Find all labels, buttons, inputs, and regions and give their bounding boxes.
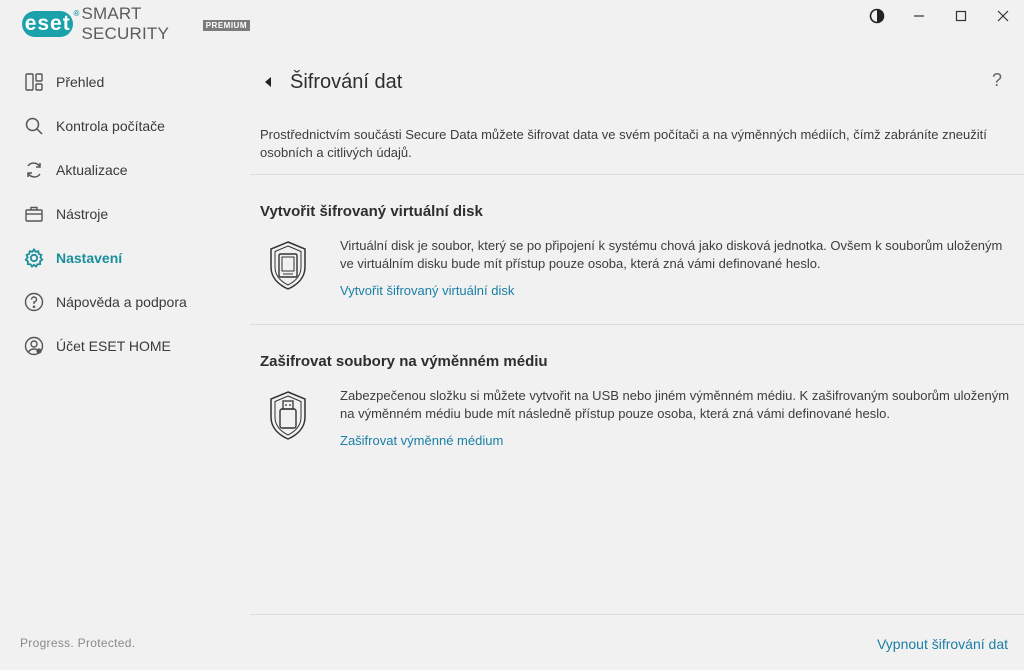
search-icon [23, 115, 45, 137]
sidebar-item-label: Nápověda a podpora [56, 294, 187, 310]
shield-disk-icon [268, 240, 308, 290]
sidebar-item-update[interactable] [0, 148, 250, 192]
section-title-virtual-disk: Vytvořit šifrovaný virtuální disk [260, 203, 483, 220]
sidebar-nav [0, 60, 250, 368]
section-description-removable-media: Zabezpečenou složku si můžete vytvořit na USB nebo jiném výměnném médiu. K zašifrovaným souborům uloženým na výměnném médiu bude mít následně přístup pouze osoba, která zná vámi definované heslo. [340, 388, 1010, 421]
divider [250, 174, 1024, 175]
sidebar-item-label: Přehled [56, 74, 105, 90]
sidebar-item-help-support[interactable] [0, 280, 250, 324]
logo-registered-mark: ® [73, 9, 81, 18]
briefcase-icon [23, 203, 45, 225]
overview-icon [23, 71, 45, 93]
page-title: Šifrování dat [290, 70, 403, 93]
encrypt-removable-media-link[interactable]: Zašifrovat výměnné médium [340, 433, 504, 448]
sidebar-item-eset-home-account[interactable] [0, 324, 250, 368]
eset-logo [22, 9, 81, 37]
sidebar-item-label: Kontrola počítače [56, 118, 165, 134]
edition-badge: PREMIUM [203, 20, 250, 31]
divider [250, 614, 1024, 615]
sidebar-item-label: Nástroje [56, 206, 109, 222]
sidebar-item-overview[interactable] [0, 60, 250, 104]
logo-text: eset [24, 12, 71, 35]
help-button[interactable]: ? [991, 70, 1002, 90]
gear-icon [23, 247, 45, 269]
create-virtual-disk-link[interactable]: Vytvořit šifrovaný virtuální disk [340, 283, 515, 298]
shield-usb-icon [268, 390, 308, 440]
section-description-virtual-disk: Virtuální disk je soubor, který se po připojení k systému chová jako disková jednotka. Ovšem k souborům uloženým ve virtuálním disku bude mít přístup pouze osoba, která zná vámi definované heslo. [340, 238, 1003, 271]
divider [250, 324, 1024, 325]
main-panel [250, 0, 1024, 670]
sidebar [0, 0, 250, 670]
sidebar-item-label: Aktualizace [56, 162, 128, 178]
help-circle-icon [23, 291, 45, 313]
refresh-icon [23, 159, 45, 181]
sidebar-item-label: Účet ESET HOME [56, 338, 171, 354]
account-icon [23, 335, 45, 357]
intro-text: Prostřednictvím součásti Secure Data můžete šifrovat data ve svém počítači a na výměnných médiích, čímž zabráníte zneužití osobních a citlivých údajů. [260, 127, 987, 160]
sidebar-item-computer-scan[interactable] [0, 104, 250, 148]
brand [22, 4, 250, 43]
sidebar-item-label: Nastavení [56, 250, 123, 266]
sidebar-item-tools[interactable] [0, 192, 250, 236]
section-title-removable-media: Zašifrovat soubory na výměnném médiu [260, 353, 548, 370]
page-header [250, 64, 1024, 100]
sidebar-item-settings[interactable] [0, 236, 250, 280]
back-arrow-icon [263, 76, 273, 88]
back-button[interactable] [263, 75, 277, 89]
product-name: SMART SECURITY [81, 4, 169, 43]
disable-encryption-link[interactable]: Vypnout šifrování dat [876, 636, 1008, 652]
sidebar-tagline: Progress. Protected. [20, 636, 136, 650]
